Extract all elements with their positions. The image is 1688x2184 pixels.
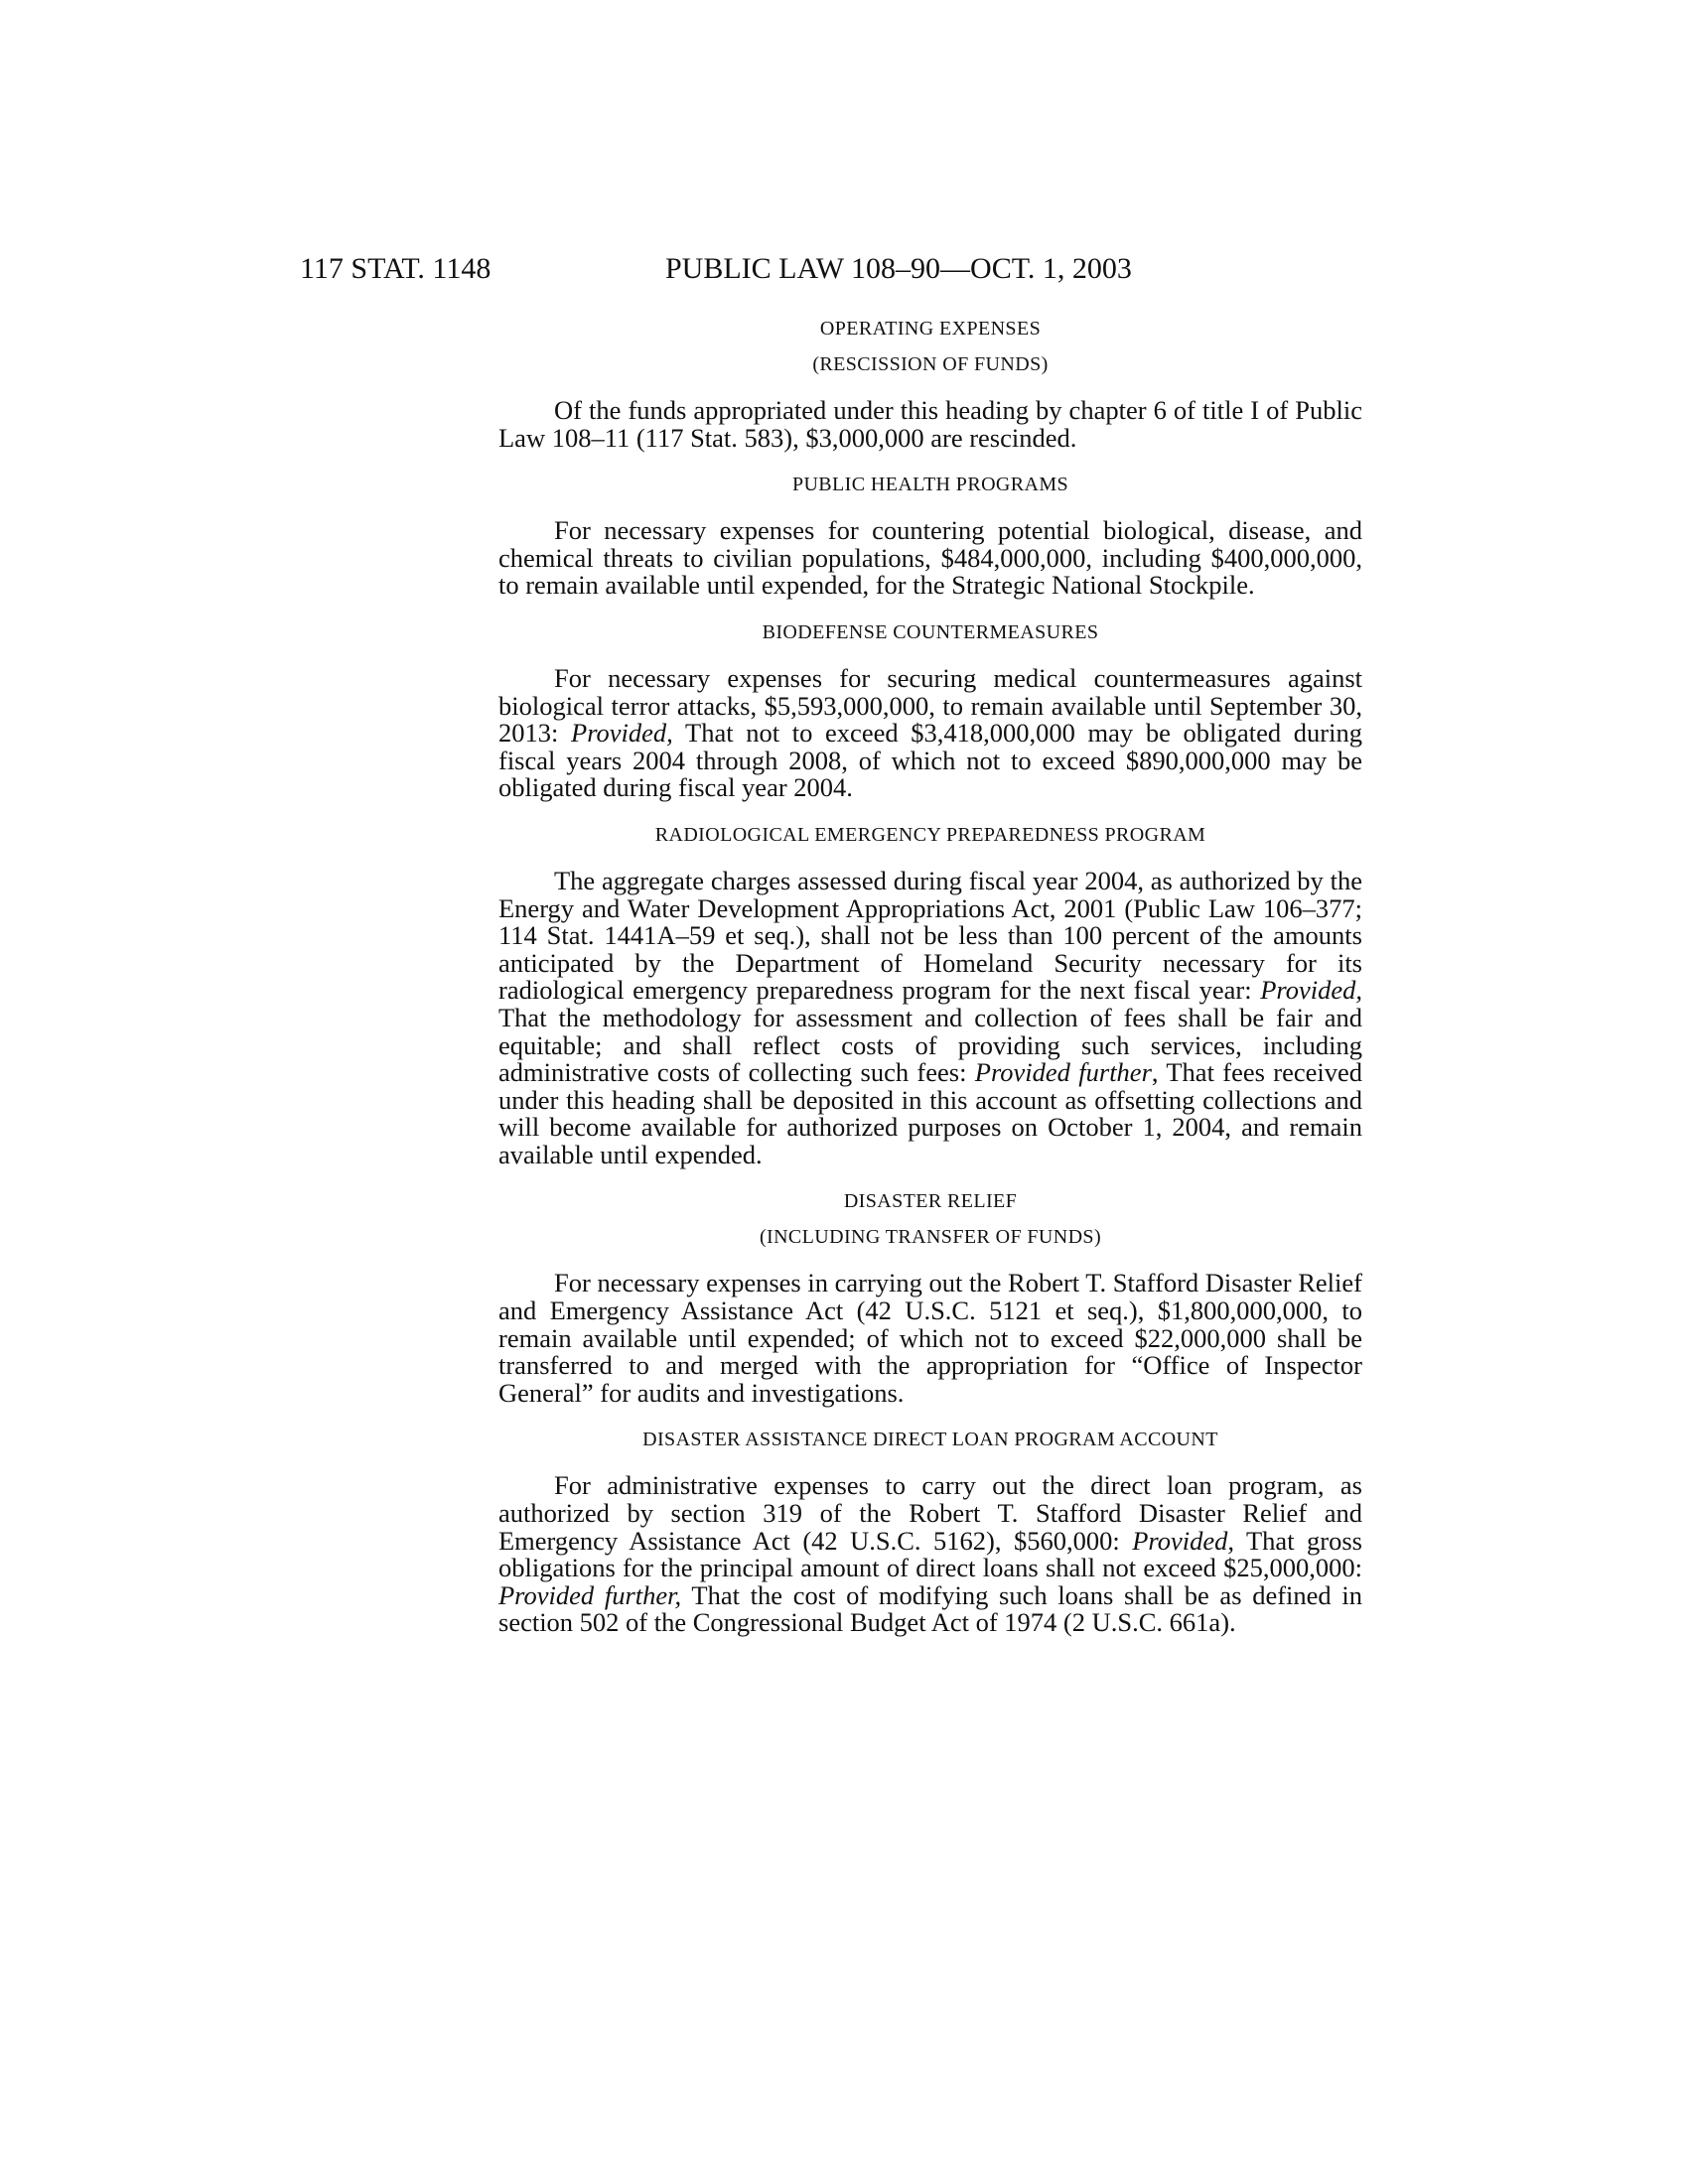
paragraph-text: That the cost of modifying such loans shall be as defined in section 502 of the Congressional Budget Act of 1974 (2 U.S.C. 661a). bbox=[498, 1579, 1362, 1638]
section-heading: DISASTER ASSISTANCE DIRECT LOAN PROGRAM ACCOUNT bbox=[642, 1429, 1218, 1451]
section-operating-expenses bbox=[498, 316, 1362, 452]
paragraph-text: For administrative expenses to carry out the direct loan program, as authorized by section 319 of the Robert T. Stafford Disaster Relief and Emergency Assistance Act (42 U.S.C. 5162), $560,000: bbox=[498, 1470, 1362, 1556]
section-paragraph: For necessary expenses for countering potential biological, disease, and chemical threats to civilian populations, $484,000,000, including $400,000,000, to remain available until expended, for the Strategic National Stockpile. bbox=[498, 515, 1362, 601]
paragraph-text: The aggregate charges assessed during fiscal year 2004, as authorized by the Energy and Water Development Appropriations Act, 2001 (Public Law 106–377; 114 Stat. 1441A–59 et seq.), shall not be less than 100 percent of the amounts anticipated by the Department of Homeland Security necessary for its radiological emergency preparedness program for the next fiscal year: bbox=[498, 865, 1362, 1006]
paragraph-text: That gross obligations for the principal amount of direct loans shall not exceed $25,000,000: bbox=[498, 1525, 1362, 1583]
proviso-term: Provided further, bbox=[498, 1579, 682, 1610]
section-paragraph: Of the funds appropriated under this heading by chapter 6 of title I of Public Law 108–11 (117 Stat. 583), $3,000,000 are rescinded. bbox=[498, 395, 1362, 453]
section-paragraph bbox=[498, 865, 1363, 1169]
section-heading: DISASTER RELIEF bbox=[843, 1190, 1018, 1213]
proviso-term: Provided, bbox=[571, 718, 673, 749]
law-title: PUBLIC LAW 108–90—OCT. 1, 2003 bbox=[665, 252, 1132, 285]
section-paragraph bbox=[498, 662, 1362, 803]
paragraph-text: For necessary expenses for securing medical countermeasures against biological terror attacks, $5,593,000,000, to remain available until September 30, 2013: bbox=[498, 662, 1362, 749]
paragraph-text: That not to exceed $3,418,000,000 may be obligated during fiscal years 2004 through 2008, of which not to exceed $890,000,000 may be obligated during fiscal year 2004. bbox=[498, 718, 1362, 803]
section-biodefense-countermeasures bbox=[498, 619, 1362, 802]
section-heading: BIODEFENSE COUNTERMEASURES bbox=[762, 620, 1099, 643]
section-public-health-programs bbox=[498, 472, 1362, 600]
paragraph-text: That the methodology for assessment and collection of fees shall be fair and equitable; and shall reflect costs of providing such services, including administrative costs of collecting such fees: bbox=[498, 1002, 1362, 1088]
section-subheading: (RESCISSION OF FUNDS) bbox=[812, 353, 1049, 375]
section-paragraph: For necessary expenses in carrying out the Robert T. Stafford Disaster Relief and Emergency Assistance Act (42 U.S.C. 5121 et seq.), $1,800,000,000, to remain available until expended; of which not to exceed $22,000,000 shall be transferred to and merged with the appropriation for “Office of Inspector General” for audits and investigations. bbox=[498, 1268, 1362, 1408]
document-body bbox=[498, 316, 1362, 1657]
proviso-term: Provided further bbox=[974, 1057, 1152, 1088]
section-subheading: (INCLUDING TRANSFER OF FUNDS) bbox=[759, 1226, 1102, 1249]
paragraph-text: , That fees received under this heading shall be deposited in this account as offsetting collections and will become available for authorized purposes on October 1, 2004, and remain available until expended. bbox=[498, 1057, 1363, 1169]
section-paragraph bbox=[498, 1472, 1362, 1637]
section-heading: PUBLIC HEALTH PROGRAMS bbox=[791, 474, 1069, 496]
section-disaster-relief bbox=[498, 1188, 1362, 1407]
section-heading: OPERATING EXPENSES bbox=[819, 318, 1042, 340]
running-head bbox=[0, 252, 1688, 292]
proviso-term: Provided, bbox=[1132, 1525, 1234, 1556]
proviso-term: Provided, bbox=[1260, 975, 1362, 1006]
section-radiological-emergency-preparedness bbox=[498, 822, 1362, 1169]
stat-page-number: 117 STAT. 1148 bbox=[300, 252, 492, 285]
section-disaster-assistance-direct-loan bbox=[498, 1427, 1362, 1637]
section-heading: RADIOLOGICAL EMERGENCY PREPAREDNESS PROGRAM bbox=[654, 823, 1206, 846]
